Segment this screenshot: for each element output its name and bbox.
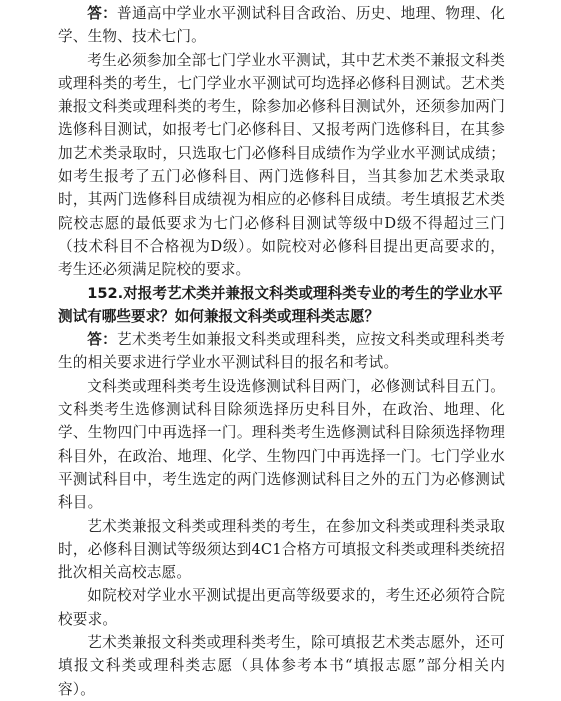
body-paragraph: 如院校对学业水平测试提出更高等级要求的，考生还必须符合院校要求。 — [58, 587, 505, 628]
answer-text: 艺术类考生如兼报文科类或理科类，应按文科类或理科类考生的相关要求进行学业水平测试科目的报名和考试。 — [58, 331, 505, 372]
answer-paragraph — [58, 328, 505, 375]
answer-label: 答： — [87, 5, 118, 22]
answer-label: 答： — [87, 331, 118, 349]
body-paragraph: 文科类或理科类考生设选修测试科目两门，必修测试科目五门。文科类考生选修测试科目除须选择历史科目外，在政治、地理、化学、生物四门中再选择一门。理科类考生选修测试科目除须选择物理科目外，在政治、地理、化学、生物四门中再选择一门。七门学业水平测试科目中，考生选定的两门选修测试科目之外的五门为必修测试科目。 — [58, 377, 505, 512]
body-paragraph: 考生必须参加全部七门学业水平测试，其中艺术类不兼报文科类或理科类的考生，七门学业水平测试可均选择必修科目测试。艺术类兼报文科类或理科类的考生，除参加必修科目测试外，还须参加两门选修科目测试，如报考七门必修科目、又报考两门选修科目，在其参加艺术类录取时，只选取七门必修科目成绩作为学业水平测试成绩；如考生报考了五门必修科目、两门选修科目，当其参加艺术类录取时，其两门选修科目成绩视为相应的必修科目成绩。考生填报艺术类院校志愿的最低要求为七门必修科目测试等级中D级不得超过三门（技术科目不合格视为D级）。如院校对必修科目提出更高要求的，考生还必须满足院校的要求。 — [58, 51, 505, 279]
body-paragraph: 艺术类兼报文科类或理科类考生，除可填报艺术类志愿外，还可填报文科类或理科类志愿（具体参考本书“填报志愿”部分相关内容）。 — [58, 634, 505, 698]
body-paragraph: 艺术类兼报文科类或理科类的考生，在参加文科类或理科类录取时，必修科目测试等级须达到4C1合格方可填报文科类或理科类统招批次相关高校志愿。 — [58, 517, 505, 582]
answer-paragraph — [58, 2, 505, 49]
question-heading: 152.对报考艺术类并兼报文科类或理科类专业的考生的学业水平测试有哪些要求？如何兼报文科类或理科类志愿？ — [58, 284, 503, 325]
answer-text: 普通高中学业水平测试科目含政治、历史、地理、物理、化学、生物、技术七门。 — [58, 5, 505, 46]
